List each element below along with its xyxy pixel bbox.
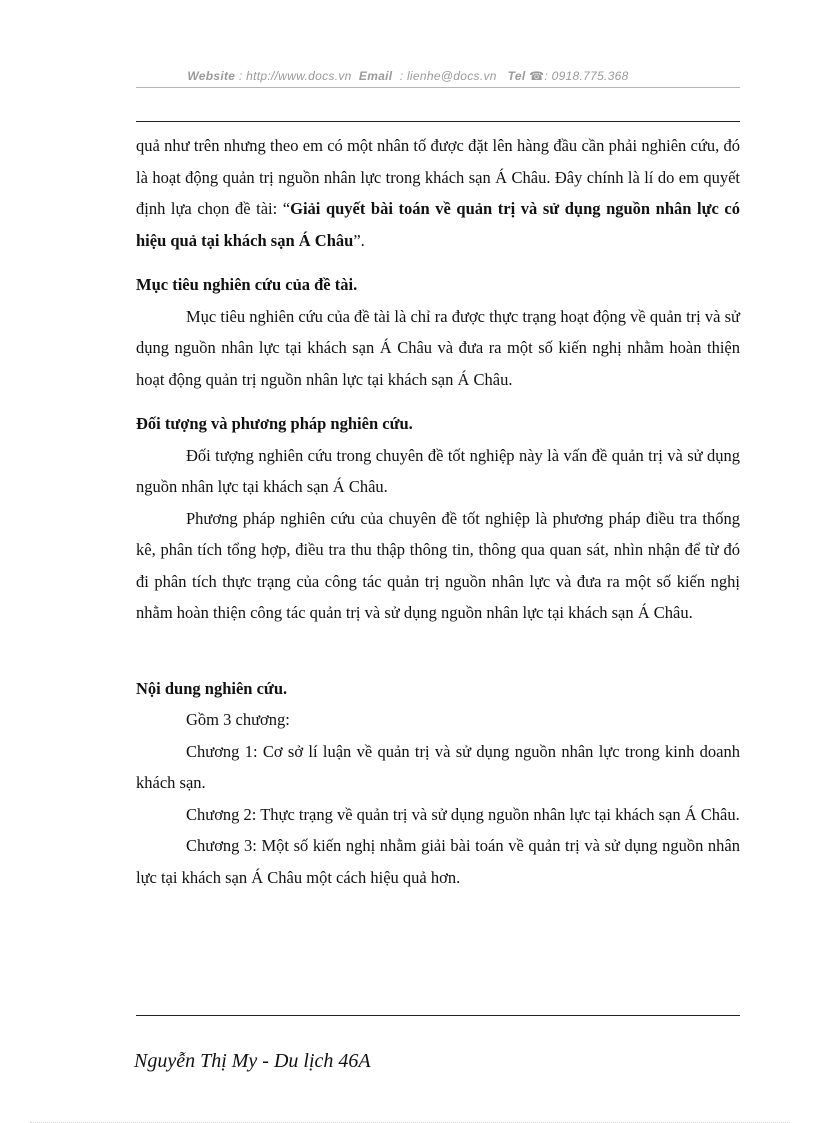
website-value: : http://www.docs.vn xyxy=(238,69,352,83)
intro-end: ”. xyxy=(353,230,365,250)
footer-author: Nguyễn Thị My - Du lịch 46A xyxy=(134,1050,371,1072)
page-header xyxy=(0,69,816,83)
bottom-rule xyxy=(136,1015,740,1016)
chapter-2: Chương 2: Thực trạng về quản trị và sử dụng nguồn nhân lực tại khách sạn Á Châu. xyxy=(186,804,740,824)
subject-paragraph: Đối tượng nghiên cứu trong chuyên đề tốt nghiệp này là vấn đề quản trị và sử dụng nguồn nhân lực tại khách sạn Á Châu. xyxy=(136,445,740,496)
chapter-3: Chương 3: Một số kiến nghị nhằm giải bài toán về quản trị và sử dụng nguồn nhân lực tại khách sạn Á Châu một cách hiệu quả hơn. xyxy=(136,836,740,887)
top-rule xyxy=(136,121,740,122)
email-value: : lienhe@docs.vn xyxy=(399,69,497,83)
document-body xyxy=(136,130,740,893)
chapter-1: Chương 1: Cơ sở lí luận về quản trị và sử dụng nguồn nhân lực trong kinh doanh khách sạn. xyxy=(136,741,740,792)
website-label: Website xyxy=(187,69,236,83)
heading-subject: Đối tượng và phương pháp nghiên cứu. xyxy=(136,414,413,433)
header-divider xyxy=(136,87,740,88)
method-paragraph: Phương pháp nghiên cứu của chuyên đề tốt nghiệp là phương pháp điều tra thống kê, phân tích tổng hợp, điều tra thu thập thông tin, thông qua quan sát, nhìn nhận để từ đó đi phân tích thực trạng của công tác quản trị nguồn nhân lực và đưa ra một số kiến nghị nhằm hoàn thiện công tác quản trị và sử dụng nguồn nhân lực tại khách sạn Á Châu. xyxy=(136,508,740,622)
heading-objective: Mục tiêu nghiên cứu của đề tài. xyxy=(136,275,358,294)
heading-content: Nội dung nghiên cứu. xyxy=(136,678,288,698)
objective-paragraph: Mục tiêu nghiên cứu của đề tài là chỉ ra được thực trạng hoạt động về quản trị và sử dụng nguồn nhân lực tại khách sạn Á Châu và đưa ra một số kiến nghị nhằm hoàn thiện hoạt động quản trị nguồn nhân lực tại khách sạn Á Châu. xyxy=(136,306,740,389)
topic-title: Giải quyết bài toán về quản trị và sử dụng nguồn nhân lực có hiệu quả tại khách sạn Á Châu xyxy=(136,199,740,250)
phone-icon: ☎ xyxy=(529,69,545,83)
email-label: Email xyxy=(358,69,393,83)
intro-paragraph xyxy=(136,130,740,256)
content-intro: Gồm 3 chương: xyxy=(186,710,290,729)
intro-text: quả như trên nhưng theo em có một nhân tố được đặt lên hàng đầu cần phải nghiên cứu, đó là hoạt động quản trị nguồn nhân lực trong khách sạn Á Châu. Đây chính là lí do em quyết định lựa chọn đề tài: “ xyxy=(136,136,740,218)
tel-value: : 0918.775.368 xyxy=(544,69,629,83)
tel-label: Tel xyxy=(507,69,526,83)
